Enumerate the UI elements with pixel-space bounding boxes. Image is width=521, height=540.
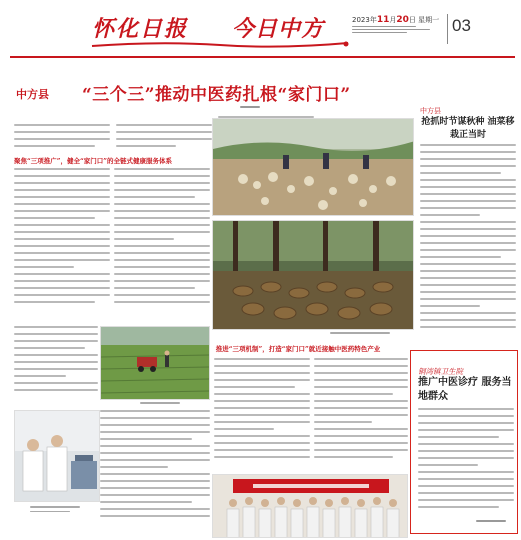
lower-story-body-col-2 bbox=[314, 358, 408, 470]
right-story-title: 抢抓时节谋秋种 油菜移栽正当时 bbox=[421, 117, 515, 140]
caption-clinic-photo bbox=[30, 506, 80, 512]
lead-story-body-col-2b bbox=[114, 168, 210, 318]
lead-story-body-col-2 bbox=[116, 124, 212, 154]
lead-story-byline bbox=[240, 106, 260, 108]
page-number: 03 bbox=[452, 16, 471, 35]
masthead-rule bbox=[10, 56, 515, 58]
section-logo: 今日中方 bbox=[232, 16, 325, 42]
photo-farm-field-image bbox=[101, 327, 210, 400]
newspaper-logo: 怀化日报 bbox=[92, 16, 189, 42]
lower-story-headline: 推进“三项机制”，打造“家门口”就近接触中医药特色产业 bbox=[215, 345, 381, 353]
right-story-county: 中方县 bbox=[420, 107, 441, 115]
highlighted-article-kicker: 铜湾镇卫生院 bbox=[418, 367, 463, 376]
lead-story-subhead: 聚焦“三项推广”，健全“家门口”的全链式健康服务体系 bbox=[14, 157, 172, 165]
masthead-divider bbox=[447, 14, 448, 44]
lower-story-body-col-1 bbox=[214, 358, 310, 470]
lead-story-county: 中方县 bbox=[16, 88, 49, 101]
lead-story-body-col-1b bbox=[14, 168, 110, 318]
photo-clinic-staff-image bbox=[15, 411, 100, 502]
photo-forest-cultivation-image bbox=[213, 221, 414, 330]
masthead-swoosh-icon bbox=[90, 40, 350, 50]
masthead bbox=[0, 0, 521, 58]
highlighted-article-title: 推广中医诊疗 服务当地群众 bbox=[418, 377, 512, 402]
photo-forest-cultivation bbox=[212, 220, 414, 330]
photo-farm-field bbox=[100, 326, 210, 400]
photo-herb-harvest bbox=[212, 118, 414, 216]
issue-date: 2023年11月20日 星期一 bbox=[352, 15, 440, 25]
lead-story-body-col-2c bbox=[100, 410, 210, 530]
right-story-body bbox=[420, 144, 516, 344]
highlighted-article-body bbox=[418, 408, 514, 516]
photo-clinic-staff bbox=[14, 410, 100, 502]
photo-herb-harvest-image bbox=[213, 119, 414, 216]
lead-story-title: “三个三”推动中医药扎根“家门口” bbox=[82, 85, 351, 105]
photo-group-banner bbox=[212, 474, 408, 538]
issue-weekday: 星期一 bbox=[418, 16, 440, 24]
caption-forest-photo bbox=[330, 332, 390, 334]
lead-story-body-col-1c bbox=[14, 326, 98, 406]
lead-story-body-col-1 bbox=[14, 124, 110, 154]
caption-field-photo bbox=[140, 402, 180, 404]
issue-info bbox=[352, 16, 444, 33]
highlighted-article-byline bbox=[476, 520, 506, 522]
photo-group-banner-image bbox=[213, 475, 408, 538]
